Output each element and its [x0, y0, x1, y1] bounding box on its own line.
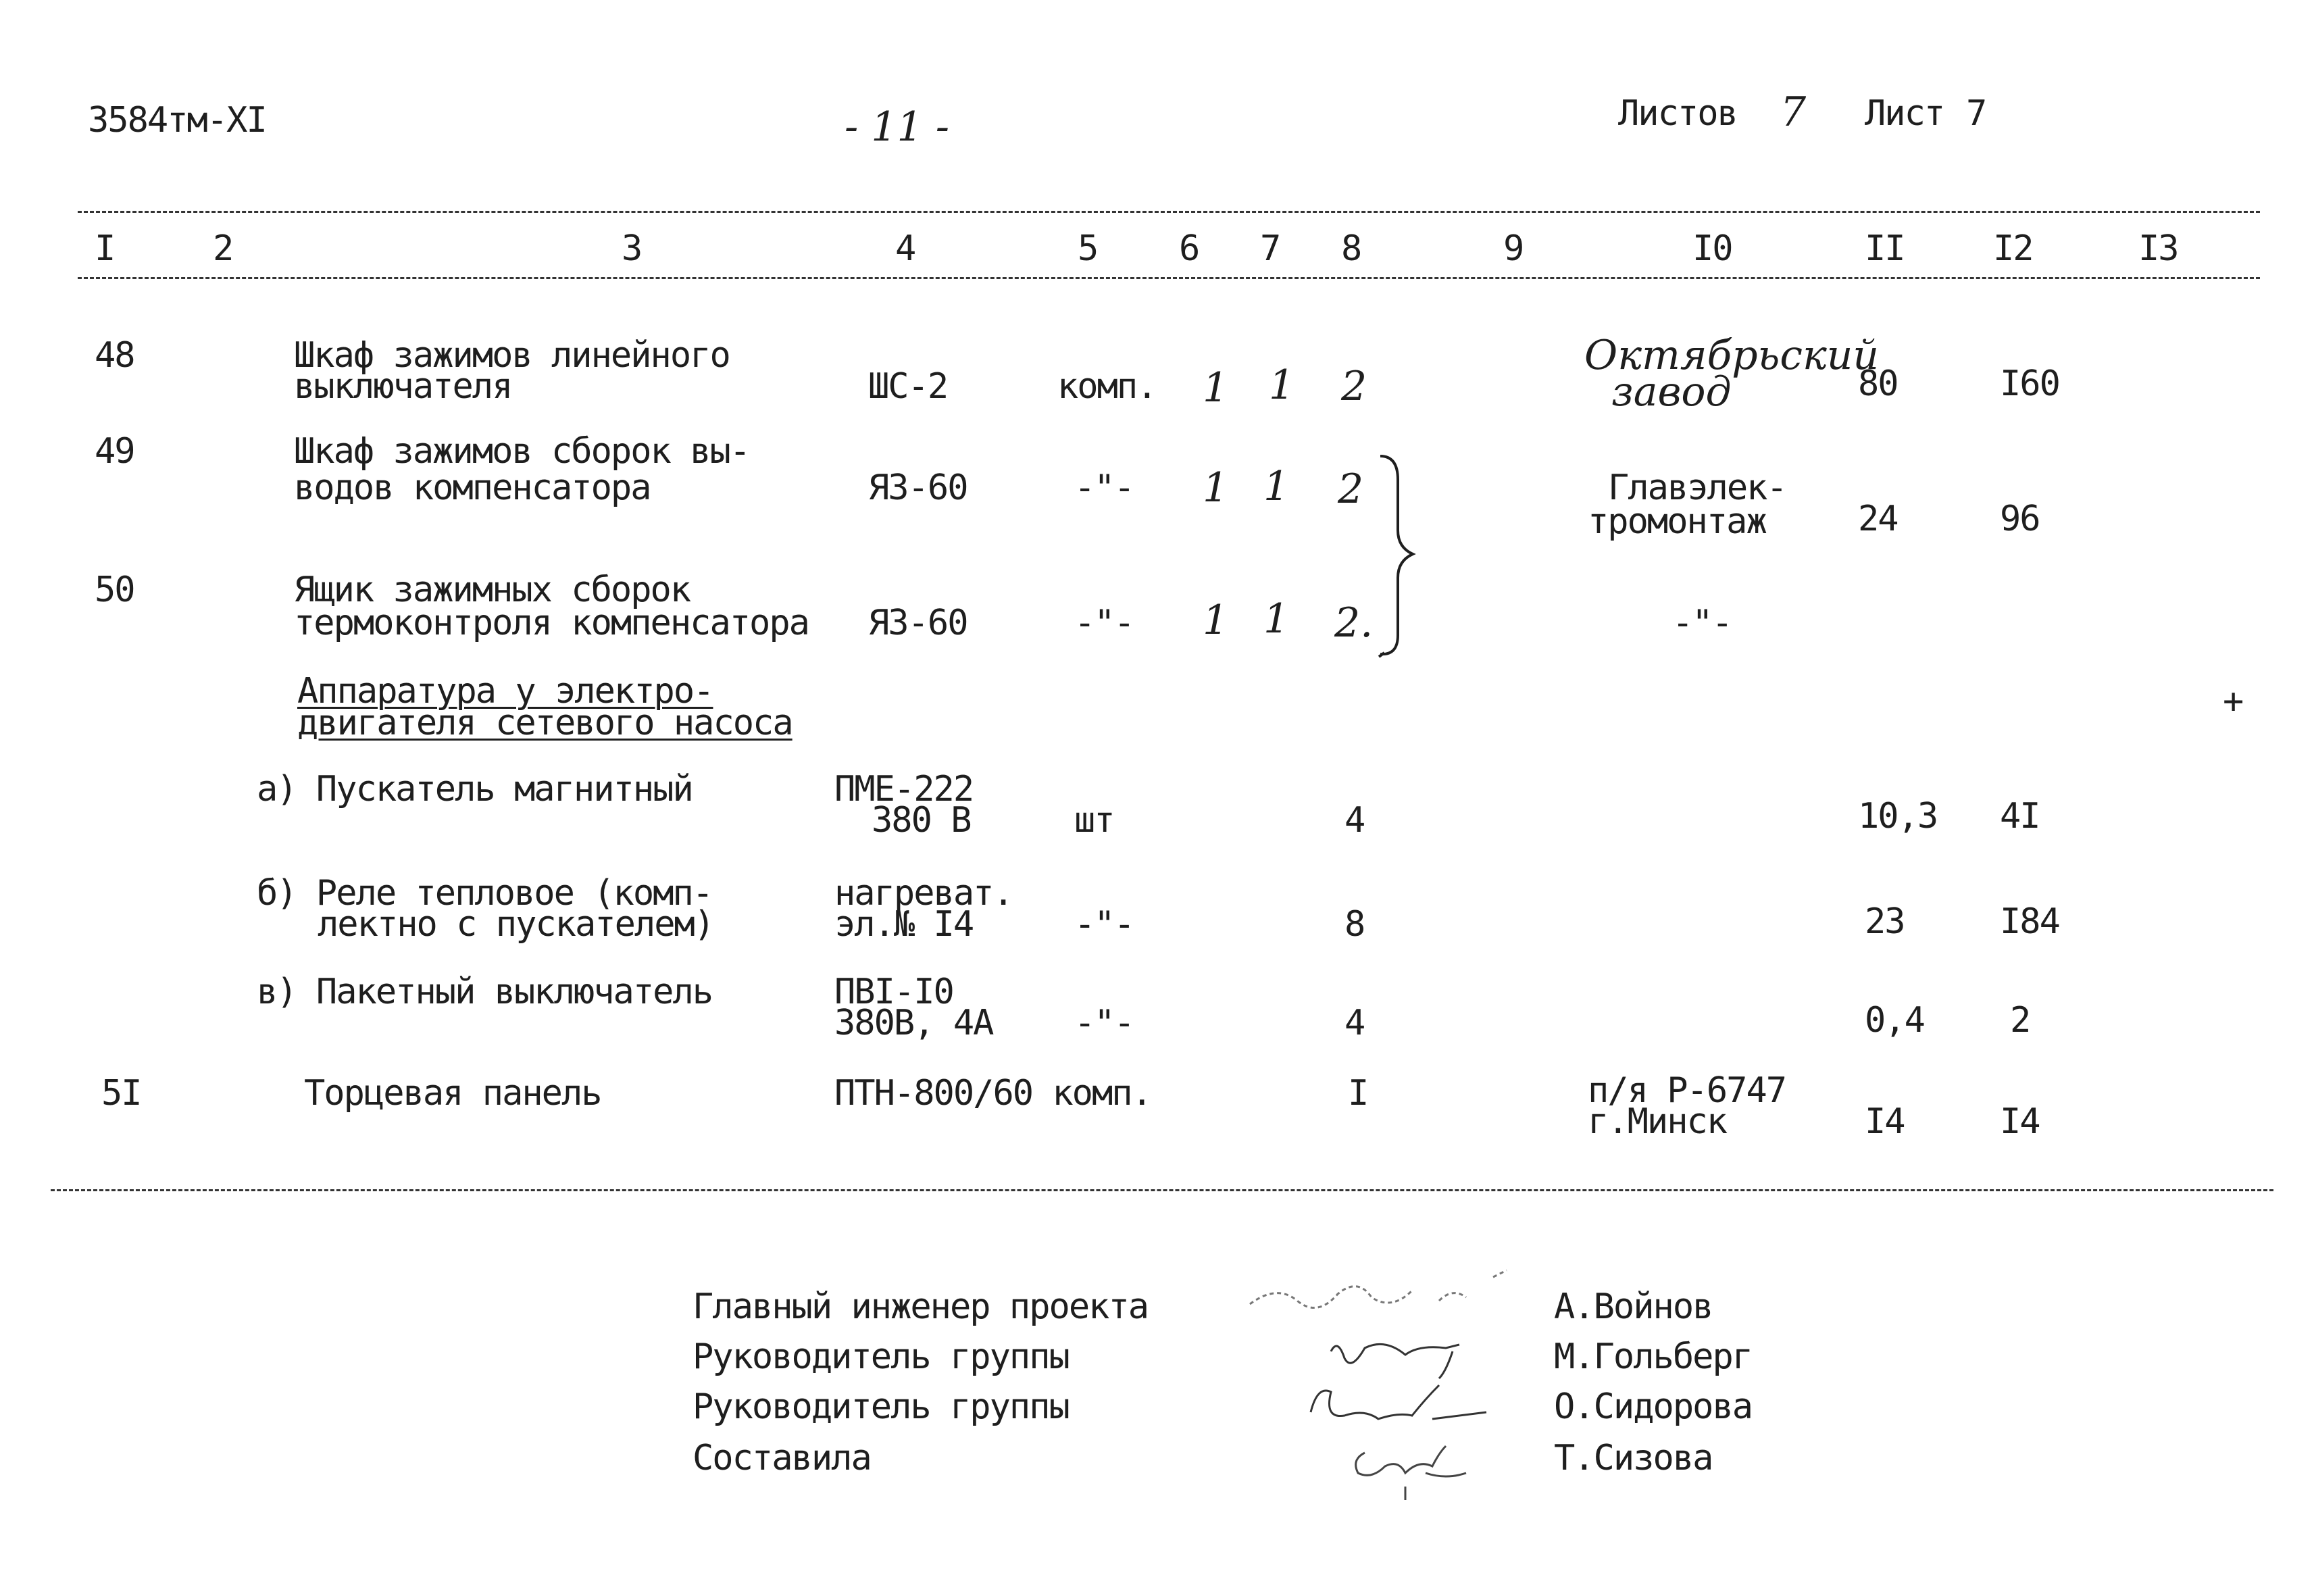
signature-scribble: [1236, 1264, 1520, 1324]
manufacturer: тромонтаж: [1588, 501, 1766, 542]
document-code: 3584тм-XI: [88, 100, 266, 141]
item-type: эл.№ I4: [834, 904, 974, 945]
total-price: I4: [2000, 1101, 2040, 1142]
subitem-label: лектно с пускателем): [318, 904, 714, 945]
total-price: I60: [2000, 364, 2059, 404]
subitem-label: в) Пакетный выключатель: [257, 972, 713, 1012]
unit-price: I4: [1865, 1101, 1905, 1142]
qty-col6: 1: [1203, 597, 1229, 644]
unit-price: 24: [1858, 499, 1898, 539]
item-type: ПТН-800/60 комп.: [834, 1073, 1151, 1114]
unit-price: 0,4: [1865, 1000, 1924, 1041]
qty-col8: I: [1348, 1073, 1368, 1114]
qty-col8: 8: [1344, 904, 1365, 945]
qty-col8: 4: [1344, 1003, 1365, 1043]
total-price: 96: [2000, 499, 2040, 539]
item-name: Торцевая панель: [304, 1073, 601, 1114]
column-header: I0: [1692, 228, 1732, 269]
manufacturer: г.Минск: [1588, 1101, 1727, 1142]
item-unit: -"-: [1074, 904, 1134, 945]
item-type: ПВI-I0: [834, 972, 953, 1012]
qty-col8: 2: [1341, 363, 1367, 410]
unit-price: 23: [1865, 901, 1905, 942]
signature-scribble: [1338, 1432, 1500, 1507]
qty-col6: 1: [1203, 464, 1229, 512]
qty-col6: 1: [1203, 364, 1229, 412]
signatory-role: Главный инженер проекта: [693, 1287, 1149, 1327]
qty-col7: 1: [1269, 361, 1295, 409]
signatory-name: Т.Сизова: [1554, 1438, 1713, 1478]
signatory-name: О.Сидорова: [1554, 1387, 1753, 1427]
item-unit: -"-: [1074, 603, 1134, 643]
signatory-name: М.Гольберг: [1554, 1337, 1753, 1377]
column-header: 5: [1078, 228, 1098, 269]
header-bottom-rule: [78, 277, 2260, 279]
item-type: ЯЗ-60: [868, 468, 967, 508]
sheets-value: 7: [1780, 89, 1807, 136]
column-header: I: [95, 228, 115, 269]
item-name: термоконтроля компенсатора: [294, 603, 809, 643]
sheet-label: Лист: [1865, 93, 1944, 134]
column-header: 3: [622, 228, 642, 269]
row-number: 48: [95, 335, 134, 376]
item-type: ШС-2: [868, 366, 948, 407]
total-price: 4I: [2000, 796, 2040, 837]
item-type: 380 В: [872, 800, 971, 841]
column-header: I3: [2138, 228, 2178, 269]
column-header: 9: [1503, 228, 1524, 269]
signatory-role: Руководитель группы: [693, 1387, 1069, 1427]
item-name: Шкаф зажимов сборок вы-: [294, 431, 750, 472]
subitem-label: а) Пускатель магнитный: [257, 769, 693, 809]
subitem-label: б) Реле тепловое (комп-: [257, 873, 713, 914]
item-unit: шт: [1074, 800, 1114, 841]
manufacturer: Октябрьский: [1584, 332, 1880, 379]
total-price: I84: [2000, 901, 2059, 942]
item-type: ПМЕ-222: [834, 769, 974, 809]
signatory-name: А.Войнов: [1554, 1287, 1713, 1327]
qty-col7: 1: [1263, 595, 1290, 643]
curly-brace-mark: [1375, 453, 1429, 662]
section-heading: двигателя сетевого насоса: [297, 703, 793, 743]
signature-scribble: [1284, 1372, 1513, 1439]
unit-price: 80: [1858, 364, 1898, 404]
item-name: выключателя: [294, 366, 512, 407]
manufacturer: -"-: [1672, 603, 1732, 643]
item-name: водов компенсатора: [294, 468, 651, 508]
item-name: Шкаф зажимов линейного: [294, 335, 730, 376]
unit-price: 10,3: [1858, 796, 1938, 837]
column-header: 8: [1341, 228, 1361, 269]
total-price: 2: [2010, 1000, 2030, 1041]
qty-col8: 2.: [1334, 599, 1374, 647]
margin-mark: +: [2223, 681, 2243, 722]
signatory-role: Руководитель группы: [693, 1337, 1069, 1377]
manufacturer: Главэлек-: [1608, 468, 1786, 508]
row-number: 49: [95, 431, 134, 472]
section-heading: Аппаратура у электро-: [297, 671, 713, 712]
manufacturer: завод: [1611, 368, 1732, 416]
sheets-label: Листов: [1618, 93, 1737, 134]
signatory-role: Составила: [693, 1438, 871, 1478]
column-header: 6: [1179, 228, 1199, 269]
page-number: - 11 -: [845, 103, 950, 151]
item-unit: -"-: [1074, 468, 1134, 508]
table-top-rule: [78, 211, 2260, 213]
item-name: Ящик зажимных сборок: [294, 570, 690, 610]
item-unit: -"-: [1074, 1003, 1134, 1043]
item-unit: комп.: [1057, 366, 1157, 407]
qty-col7: 1: [1263, 463, 1290, 510]
column-header: I2: [1993, 228, 2033, 269]
row-number: 50: [95, 570, 134, 610]
column-header: 4: [895, 228, 915, 269]
row-number: 5I: [101, 1073, 141, 1114]
column-header: II: [1865, 228, 1905, 269]
item-type: нагреват.: [834, 873, 1013, 914]
column-header: 7: [1260, 228, 1280, 269]
manufacturer: п/я Р-6747: [1588, 1070, 1786, 1111]
item-type: 380В, 4А: [834, 1003, 993, 1043]
column-header: 2: [213, 228, 233, 269]
item-type: ЯЗ-60: [868, 603, 967, 643]
sheet-value: 7: [1966, 93, 1986, 134]
qty-col8: 2: [1338, 466, 1364, 513]
qty-col8: 4: [1344, 800, 1365, 841]
table-bottom-rule: [51, 1189, 2273, 1191]
